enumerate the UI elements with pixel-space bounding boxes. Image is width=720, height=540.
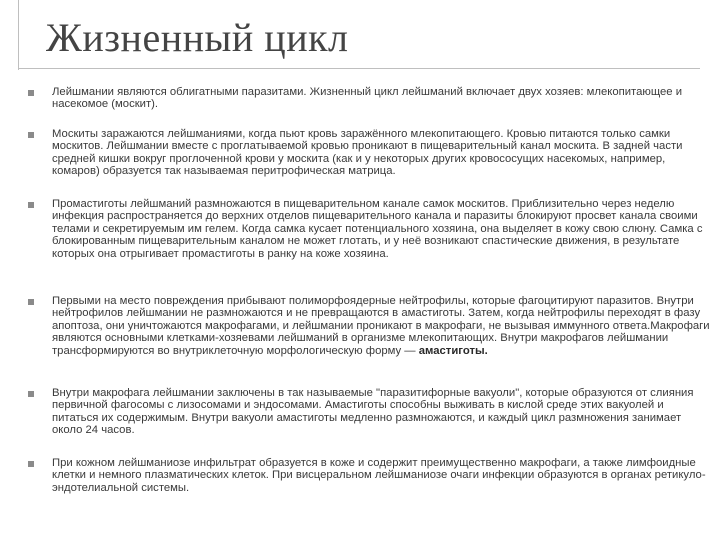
paragraph-text: Промастиготы лейшманий размножаются в пищеварительном канале самок москитов. Приблизительно через неделю инфекция распространяется до верхних отделов пищеварительного канала и паразиты блокируют просвет канала своими телами и секретируемым им гелем. Когда самка кусает потенциального хозяина, она выделяет в кожу свою слюну. Самка с блокированным пищеварительным каналом не может глотать, и у неё возникают спастические движения, в результате которых она отрыгивает промастиготы в ранку на коже хозяина. — [52, 198, 703, 260]
paragraph-text — [52, 295, 712, 357]
paragraph-text: Лейшмании являются облигатными паразитами. Жизненный цикл лейшманий включает двух хозяев: млекопитающее и насекомое (москит). — [52, 86, 683, 111]
page-title: Жизненный цикл — [46, 15, 349, 60]
bullet-square-icon — [28, 391, 34, 397]
bullet-square-icon — [28, 90, 34, 96]
list-item — [22, 198, 712, 260]
paragraph-text: При кожном лейшманиозе инфильтрат образуется в коже и содержит преимущественно макрофаги, а также лимфоидные клетки и немного плазматических клеток. При висцеральном лейшманиозе очаги инфекции образуются в органах ретикуло-эндотелиальной системы. — [52, 457, 706, 494]
title-vertical-rule — [18, 0, 19, 70]
bullet-square-icon — [28, 299, 34, 305]
list-item — [22, 295, 712, 357]
paragraph-bold-term: амастиготы. — [418, 344, 488, 357]
list-item — [22, 387, 712, 437]
bullet-square-icon — [28, 202, 34, 208]
paragraph-text: Внутри макрофага лейшмании заключены в так называемые "паразитифорные вакуоли", которые образуются от слияния первичной фагосомы с лизосомами и эндосомами. Амастиготы способны выживать в кислой среде этих вакуолей и питаться их содержимым. Внутри вакуоли амастиготы медленно размножаются, и каждый цикл размножения занимает около 24 часов. — [52, 387, 694, 437]
paragraph-text-main: Первыми на место повреждения прибывают полиморфоядерные нейтрофилы, которые фагоцитируют паразитов. Внутри нейтрофилов лейшмании не размножаются и не превращаются в амастиготы. Затем, когда нейтрофилы переходят в фазу апоптоза, они уничтожаются макрофагами, и лейшмании проникают в макрофаги, не вызывая иммунного ответа.Макрофаги являются основными клетками-хозяевами лейшманий в организме млекопитающих. Внутри макрофагов лейшмании трансформируются во внутриклеточную морфологическую форму — — [52, 295, 710, 357]
paragraph-text: Москиты заражаются лейшманиями, когда пьют кровь заражённого млекопитающего. Кровью питаются только самки москитов. Лейшмании вместе с проглатываемой кровью проникают в пищеварительный канал москита. В задней части средней кишки вокруг проглоченной крови у москита (как и у некоторых других кровососущих насекомых, например, комаров) образуется так называемая перитрофическая матрица. — [52, 128, 683, 178]
title-horizontal-rule — [18, 68, 700, 69]
list-item — [22, 128, 712, 178]
list-item — [22, 457, 712, 494]
bullet-square-icon — [28, 461, 34, 467]
list-item — [22, 86, 712, 111]
bullet-square-icon — [28, 132, 34, 138]
